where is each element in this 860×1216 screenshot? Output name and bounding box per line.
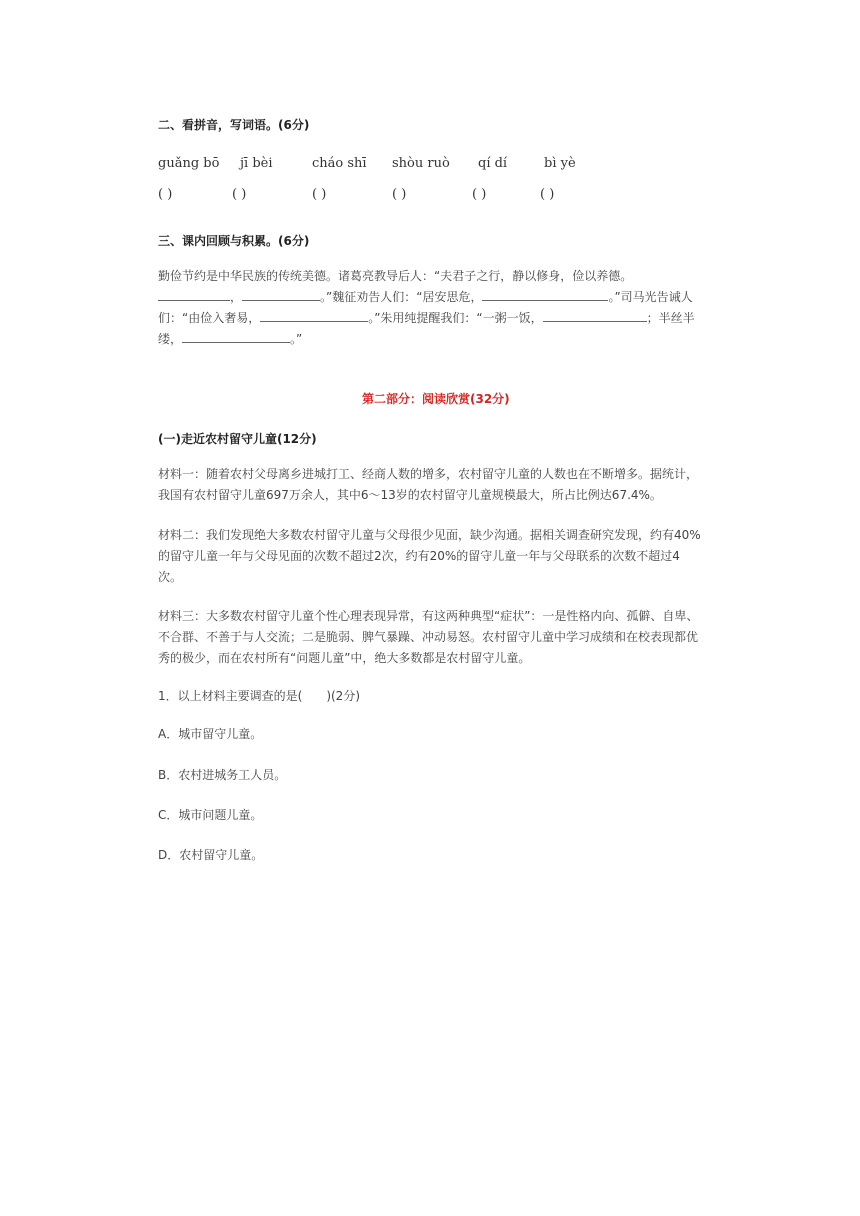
fill-blank[interactable] (543, 309, 647, 322)
answer-paren-3: ( ) (312, 187, 327, 202)
answer-paren-2: ( ) (232, 187, 247, 202)
worksheet-page (143, 100, 728, 868)
fill-blank[interactable] (242, 288, 320, 301)
pinyin-1: guǎng bō (158, 156, 220, 171)
material-2-line: 的留守儿童一年与父母见面的次数不超过2次，约有20%的留守儿童一年与父母联系的次数不超过4 (158, 549, 680, 563)
material-2-line: 材料二：我们发现绝大多数农村留守儿童与父母很少见面，缺少沟通。据相关调查研究发现，约有40% (158, 528, 701, 542)
fill-blank[interactable] (482, 288, 608, 301)
question-1: 1．以上材料主要调查的是( )(2分) (158, 689, 360, 703)
option-a[interactable]: A．城市留守儿童。 (158, 727, 263, 741)
material-1-line: 我国有农村留守儿童697万余人，其中6～13岁的农村留守儿童规模最大，所占比例达67.4%。 (158, 488, 662, 502)
answer-paren-5: ( ) (472, 187, 487, 202)
option-c[interactable]: C．城市问题儿童。 (158, 808, 263, 822)
section2-heading: 二、看拼音，写词语。(6分) (158, 118, 310, 132)
answer-paren-1: ( ) (158, 187, 173, 202)
option-b[interactable]: B．农村进城务工人员。 (158, 768, 287, 782)
section3-heading: 三、课内回顾与积累。(6分) (158, 234, 310, 248)
pinyin-3: cháo shī (312, 156, 367, 171)
section3-line-4: 缕， 。” (158, 332, 303, 346)
reading-subheading: (一)走近农村留守儿童(12分) (158, 432, 317, 446)
pinyin-5: qí dí (478, 156, 508, 171)
fill-blank[interactable] (158, 288, 230, 301)
section3-line-1: 勤俭节约是中华民族的传统美德。诸葛亮教导后人：“夫君子之行，静以修身，俭以养德。 (158, 269, 633, 283)
answer-paren-4: ( ) (392, 187, 407, 202)
material-1-line: 材料一：随着农村父母离乡进城打工、经商人数的增多，农村留守儿童的人数也在不断增多。据统计， (158, 467, 699, 481)
material-2-line: 次。 (158, 570, 183, 584)
answer-paren-6: ( ) (540, 187, 555, 202)
option-d[interactable]: D．农村留守儿童。 (158, 848, 264, 862)
pinyin-6: bì yè (544, 156, 576, 171)
fill-blank[interactable] (260, 309, 368, 322)
material-3-line: 材料三：大多数农村留守儿童个性心理表现异常，有这两种典型“症状”：一是性格内向、孤僻、自卑、 (158, 609, 699, 623)
material-3-line: 秀的极少，而在农村所有“问题儿童”中，绝大多数都是农村留守儿童。 (158, 651, 531, 665)
section3-line-3: 们：“由俭入奢易， 。”朱用纯提醒我们：“一粥一饭， ；半丝半 (158, 311, 695, 325)
part2-title: 第二部分：阅读欣赏(32分) (362, 392, 510, 406)
pinyin-2: jī bèi (240, 156, 273, 171)
fill-blank[interactable] (182, 330, 290, 343)
material-3-line: 不合群、不善于与人交流；二是脆弱、脾气暴躁、冲动易怒。农村留守儿童中学习成绩和在校表现都优 (158, 630, 699, 644)
section3-line-2: ， 。”魏征劝告人们：“居安思危， 。”司马光告诫人 (158, 287, 693, 308)
pinyin-4: shòu ruò (392, 156, 450, 171)
